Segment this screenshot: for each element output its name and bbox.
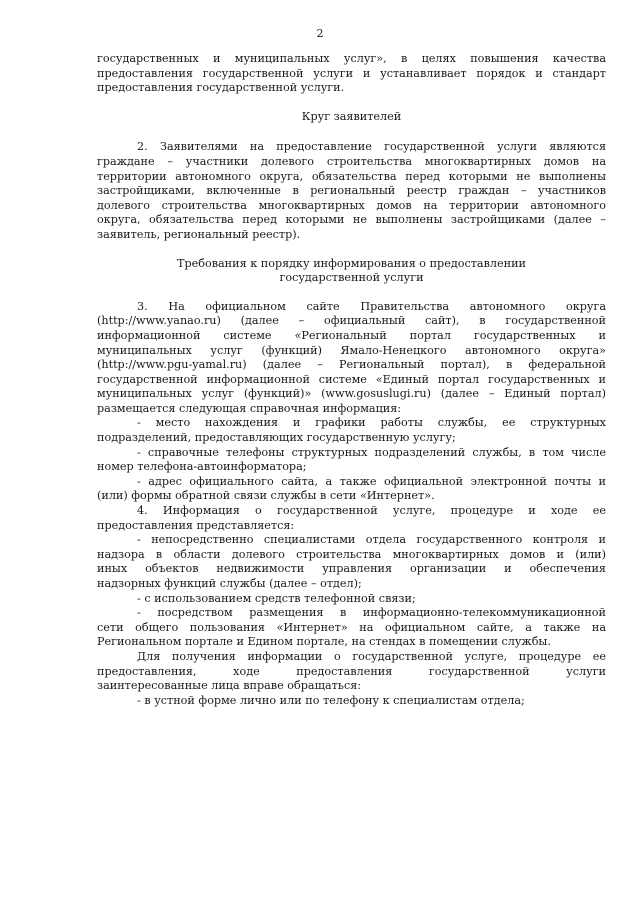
section-heading bbox=[97, 110, 606, 125]
heading-text: государственной услуги bbox=[279, 271, 424, 285]
text-line: государственной информационной системе «Единый портал государственных и bbox=[97, 372, 606, 386]
heading-text: Требования к порядку информирования о предоставлении bbox=[177, 256, 526, 270]
text-line: - справочные телефоны структурных подразделений службы, в том числе bbox=[137, 445, 606, 459]
text-line: надзора в области долевого строительства многоквартирных домов и (или) bbox=[97, 547, 606, 561]
text-line: - адрес официального сайта, а также официальной электронной почты и bbox=[137, 474, 606, 488]
text-line: - с использованием средств телефонной связи; bbox=[137, 591, 416, 605]
heading-text: Круг заявителей bbox=[301, 109, 402, 123]
text-line: государственных и муниципальных услуг», в целях повышения качества bbox=[97, 52, 606, 65]
list-item bbox=[97, 533, 606, 591]
list-item bbox=[97, 416, 606, 445]
section-heading bbox=[97, 257, 606, 286]
text-line: 3. На официальном сайте Правительства автономного округа bbox=[137, 299, 606, 313]
text-line: (или) формы обратной связи службы в сети «Интернет». bbox=[97, 489, 435, 503]
text-line: округа, обязательства перед которыми не выполнены застройщиками (далее – bbox=[97, 213, 606, 227]
text-line: подразделений, предоставляющих государственную услугу; bbox=[97, 431, 456, 445]
text-line: застройщиками, включенные в региональный реестр граждан – участников bbox=[97, 184, 606, 198]
text-line: - посредством размещения в информационно-телекоммуникационной bbox=[137, 606, 606, 620]
text-line: заинтересованные лица вправе обращаться: bbox=[97, 679, 362, 693]
paragraph-3 bbox=[97, 300, 606, 417]
text-line: сети общего пользования «Интернет» на официальном сайте, а также на bbox=[97, 620, 606, 634]
text-line: информационной системе «Региональный портал государственных и bbox=[97, 328, 606, 342]
text-line: долевого строительства многоквартирных домов на территории автономного bbox=[97, 198, 606, 212]
text-line: Для получения информации о государственной услуге, процедуре ее bbox=[137, 649, 606, 663]
text-line: заявитель, региональный реестр). bbox=[97, 227, 301, 241]
paragraph-5 bbox=[97, 650, 606, 694]
text-line: предоставления государственной услуги и устанавливает порядок и стандарт bbox=[97, 66, 606, 80]
document-body bbox=[97, 52, 606, 708]
list-item bbox=[97, 446, 606, 475]
page-number: 2 bbox=[316, 27, 324, 40]
text-line: 4. Информация о государственной услуге, процедуре и ходе ее bbox=[137, 504, 606, 518]
list-item bbox=[97, 475, 606, 504]
text-line: иных объектов недвижимости управления организации и обеспечения bbox=[97, 562, 606, 576]
list-item bbox=[97, 606, 606, 650]
text-line: (http://www.yanao.ru) (далее – официальный сайт), в государственной bbox=[97, 314, 606, 328]
text-line: муниципальных услуг (функций) Ямало-Ненецкого автономного округа» bbox=[97, 343, 606, 357]
text-line: предоставления государственной услуги. bbox=[97, 81, 345, 95]
text-line: предоставления, ходе предоставления государственной услуги bbox=[97, 664, 606, 678]
text-line: Региональном портале и Едином портале, на стендах в помещении службы. bbox=[97, 635, 551, 649]
text-line: надзорных функций службы (далее – отдел); bbox=[97, 577, 362, 590]
text-line: территории автономного округа, обязательства перед которыми не выполнены bbox=[97, 169, 606, 183]
text-line: размещается следующая справочная информация: bbox=[97, 401, 402, 415]
text-line: муниципальных услуг (функций)» (www.gosuslugi.ru) (далее – Единый портал) bbox=[97, 387, 606, 401]
text-line: граждане – участники долевого строительства многоквартирных домов на bbox=[97, 154, 606, 168]
text-line: (http://www.pgu-yamal.ru) (далее – Региональный портал), в федеральной bbox=[97, 358, 606, 372]
paragraph-2 bbox=[97, 140, 606, 242]
paragraph-4 bbox=[97, 504, 606, 533]
text-line: номер телефона-автоинформатора; bbox=[97, 460, 307, 474]
text-line: - место нахождения и графики работы службы, ее структурных bbox=[137, 416, 606, 430]
paragraph-intro bbox=[97, 52, 606, 96]
text-line: 2. Заявителями на предоставление государственной услуги являются bbox=[137, 140, 606, 154]
text-line: - в устной форме лично или по телефону к специалистам отдела; bbox=[137, 693, 525, 707]
list-item bbox=[97, 694, 606, 709]
list-item bbox=[97, 592, 606, 607]
text-line: предоставления представляется: bbox=[97, 518, 295, 532]
text-line: - непосредственно специалистами отдела государственного контроля и bbox=[137, 533, 606, 547]
